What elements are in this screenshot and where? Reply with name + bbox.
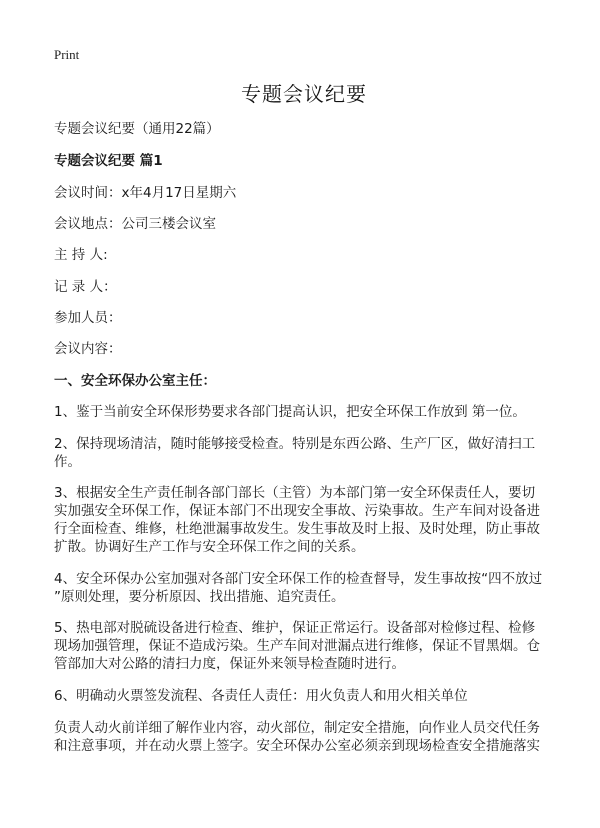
- list-item-continued: 作。: [54, 454, 81, 470]
- page-title: 专题会议纪要: [241, 82, 367, 106]
- list-item-continued: 行全面检查、维修，杜绝泄漏事故发生。发生事故及时上报、及时处理，防止事故: [54, 521, 540, 537]
- document-subtitle: 专题会议纪要（通用22篇）: [54, 121, 220, 137]
- list-item: 2、保持现场清洁，随时能够接受检查。特别是东西公路、生产厂区，做好清扫工: [54, 436, 536, 452]
- list-item: 5、热电部对脱硫设备进行检查、维护，保证正常运行。设备部对检修过程、检修: [54, 620, 536, 636]
- section-heading: 专题会议纪要 篇1: [54, 153, 163, 169]
- list-item-continued: 管部加大对公路的清扫力度，保证外来领导检查随时进行。: [54, 656, 405, 672]
- list-item-continued: ”原则处理，要分析原因、找出措施、追究责任。: [54, 589, 345, 605]
- host-line: 主 持 人:: [54, 247, 108, 263]
- list-item: 6、明确动火票签发流程、各责任人责任：用火负责人和用火相关单位: [54, 688, 468, 704]
- list-item-continued: 和注意事项，并在动火票上签字。安全环保办公室必须亲到现场检查安全措施落实: [54, 738, 540, 754]
- list-item-continued: 实加强安全环保工作，保证本部门不出现安全事故、污染事故。生产车间对设备进: [54, 503, 540, 519]
- content-line: 会议内容：: [54, 341, 122, 357]
- list-item: 1、鉴于当前安全环保形势要求各部门提高认识，把安全环保工作放到 第一位。: [54, 404, 526, 420]
- list-item-continued: 现场加强管理，保证不造成污染。生产车间对泄漏点进行维修，保证不冒黑烟。仓: [54, 638, 540, 654]
- list-item: 4、安全环保办公室加强对各部门安全环保工作的检查督导，发生事故按“四不放过: [54, 571, 543, 587]
- meeting-time: 会议时间：x年4月17日星期六: [54, 185, 237, 201]
- list-item: 3、根据安全生产责任制各部门部长（主管）为本部门第一安全环保责任人，要切: [54, 485, 536, 501]
- participants-line: 参加人员：: [54, 310, 122, 326]
- meeting-place: 会议地点：公司三楼会议室: [54, 216, 216, 232]
- list-item-continued: 扩散。协调好生产工作与安全环保工作之间的关系。: [54, 539, 365, 555]
- list-item: 负责人动火前详细了解作业内容，动火部位，制定安全措施，向作业人员交代任务: [54, 720, 540, 736]
- print-link[interactable]: Print: [54, 47, 80, 62]
- sub-heading: 一、安全环保办公室主任：: [54, 373, 216, 389]
- recorder-line: 记 录 人：: [54, 279, 117, 295]
